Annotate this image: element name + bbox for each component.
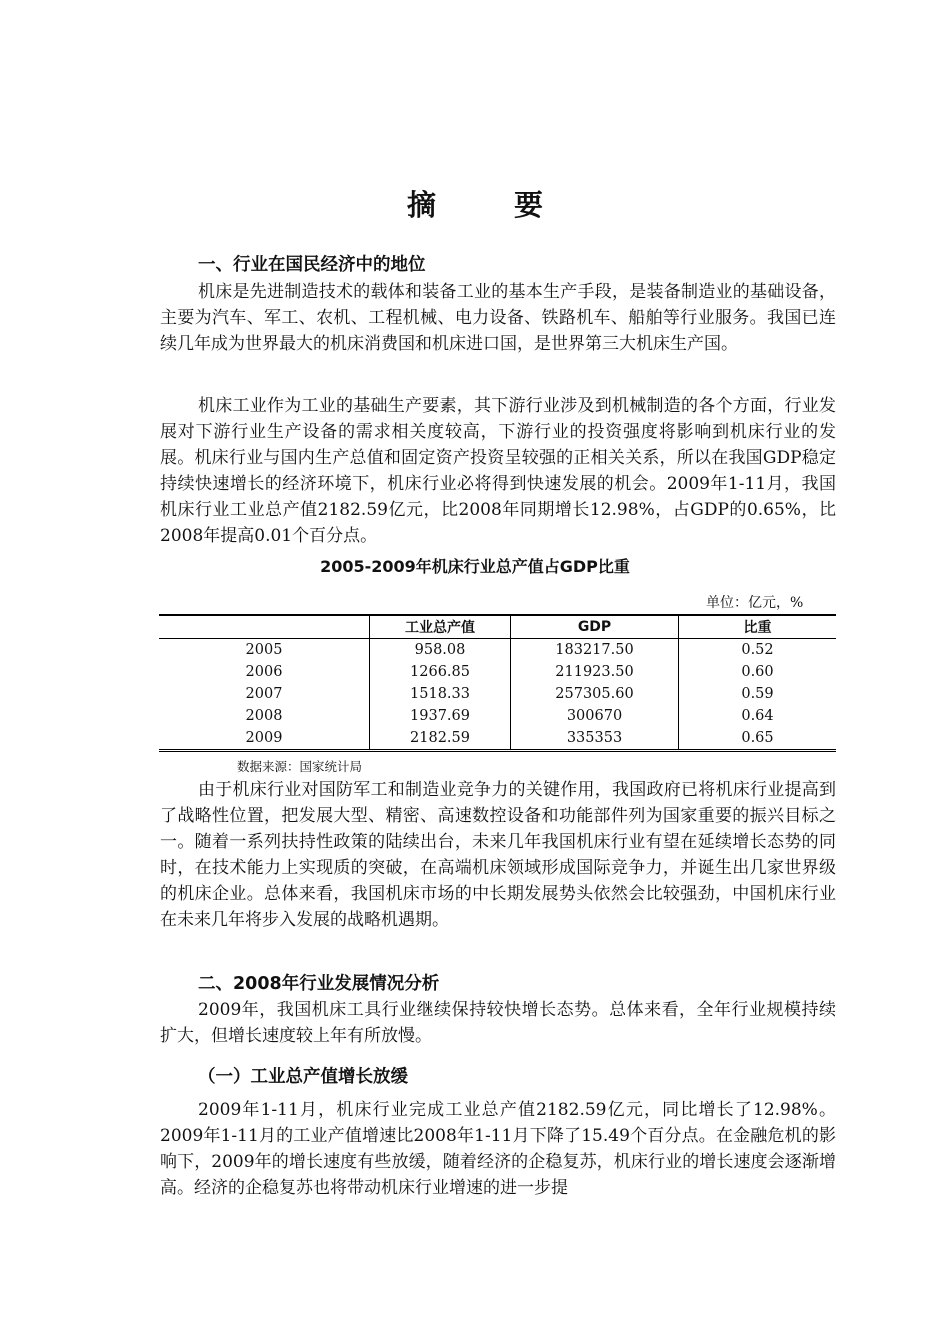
paragraph-3: 由于机床行业对国防军工和制造业竞争力的关键作用，我国政府已将机床行业提高到了战略性位置，把发展大型、精密、高速数控设备和功能部件列为国家重要的振兴目标之一。随着一系列扶持性政策的陆续出台，未来几年我国机床行业有望在延续增长态势的同时，在技术能力上实现质的突破，在高端机床领域形成国际竞争力，并诞生出几家世界级的机床企业。总体来看，我国机床市场的中长期发展势头依然会比较强劲，中国机床行业在未来几年将步入发展的战略机遇期。 bbox=[160, 780, 836, 930]
table-cell: 0.64 bbox=[679, 705, 837, 727]
table-cell: 211923.50 bbox=[511, 661, 679, 683]
table-cell: 2182.59 bbox=[370, 727, 511, 751]
header-cell: 工业总产值 bbox=[370, 615, 511, 639]
table-cell: 2007 bbox=[245, 686, 283, 702]
table-cell: 1518.33 bbox=[370, 683, 511, 705]
header-cell: 比重 bbox=[679, 615, 837, 639]
table-cell: 183217.50 bbox=[511, 639, 679, 662]
header-cell: GDP bbox=[511, 615, 679, 639]
page-title: 摘 要 bbox=[406, 188, 578, 222]
table-row bbox=[159, 639, 836, 662]
table-cell: 257305.60 bbox=[511, 683, 679, 705]
paragraph-4: 2009年，我国机床工具行业继续保持较快增长态势。总体来看，全年行业规模持续扩大，但增长速度较上年有所放慢。 bbox=[160, 1000, 836, 1046]
table-cell: 2009 bbox=[245, 730, 283, 746]
table-cell: 1266.85 bbox=[370, 661, 511, 683]
section-heading-1: 一、行业在国民经济中的地位 bbox=[198, 255, 426, 275]
table-cell: 0.65 bbox=[679, 727, 837, 751]
table-caption: 2005-2009年机床行业总产值占GDP比重 bbox=[320, 557, 630, 576]
table-cell: 335353 bbox=[511, 727, 679, 751]
table-cell: 0.52 bbox=[679, 639, 837, 662]
sub-heading: （一）工业总产值增长放缓 bbox=[198, 1067, 408, 1087]
table-unit: 单位：亿元，% bbox=[706, 595, 804, 611]
header-cell bbox=[159, 615, 370, 639]
table-row bbox=[159, 683, 836, 705]
table-cell: 958.08 bbox=[370, 639, 511, 662]
table-cell: 1937.69 bbox=[370, 705, 511, 727]
table-cell: 0.60 bbox=[679, 661, 837, 683]
table-cell: 0.59 bbox=[679, 683, 837, 705]
paragraph-2: 机床工业作为工业的基础生产要素，其下游行业涉及到机械制造的各个方面，行业发展对下游行业生产设备的需求相关度较高，下游行业的投资强度将影响到机床行业的发展。机床行业与国内生产总值和固定资产投资呈较强的正相关关系，所以在我国GDP稳定持续快速增长的经济环境下，机床行业必将得到快速发展的机会。2009年1-11月，我国机床行业工业总产值2182.59亿元，比2008年同期增长12.98%，占GDP的0.65%，比2008年提高0.01个百分点。 bbox=[160, 396, 836, 546]
paragraph-1: 机床是先进制造技术的载体和装备工业的基本生产手段，是装备制造业的基础设备，主要为汽车、军工、农机、工程机械、电力设备、铁路机车、船舶等行业服务。我国已连续几年成为世界最大的机床消费国和机床进口国，是世界第三大机床生产国。 bbox=[160, 282, 836, 354]
table-row bbox=[159, 661, 836, 683]
table-header-row bbox=[159, 615, 836, 639]
table-cell: 2005 bbox=[245, 642, 283, 658]
table-cell: 300670 bbox=[511, 705, 679, 727]
table-row bbox=[159, 705, 836, 727]
section-heading-2: 二、2008年行业发展情况分析 bbox=[198, 974, 440, 994]
table-row bbox=[159, 727, 836, 751]
gdp-share-table bbox=[159, 614, 836, 752]
table-cell: 2008 bbox=[245, 708, 283, 724]
table-source: 数据来源：国家统计局 bbox=[237, 759, 363, 774]
table-cell: 2006 bbox=[245, 664, 283, 680]
paragraph-5: 2009年1-11月，机床行业完成工业总产值2182.59亿元，同比增长了12.98%。2009年1-11月的工业产值增速比2008年1-11月下降了15.49个百分点。在金融危机的影响下，2009年的增长速度有些放缓，随着经济的企稳复苏，机床行业的增长速度会逐渐增高。经济的企稳复苏也将带动机床行业增速的进一步提 bbox=[160, 1100, 836, 1198]
